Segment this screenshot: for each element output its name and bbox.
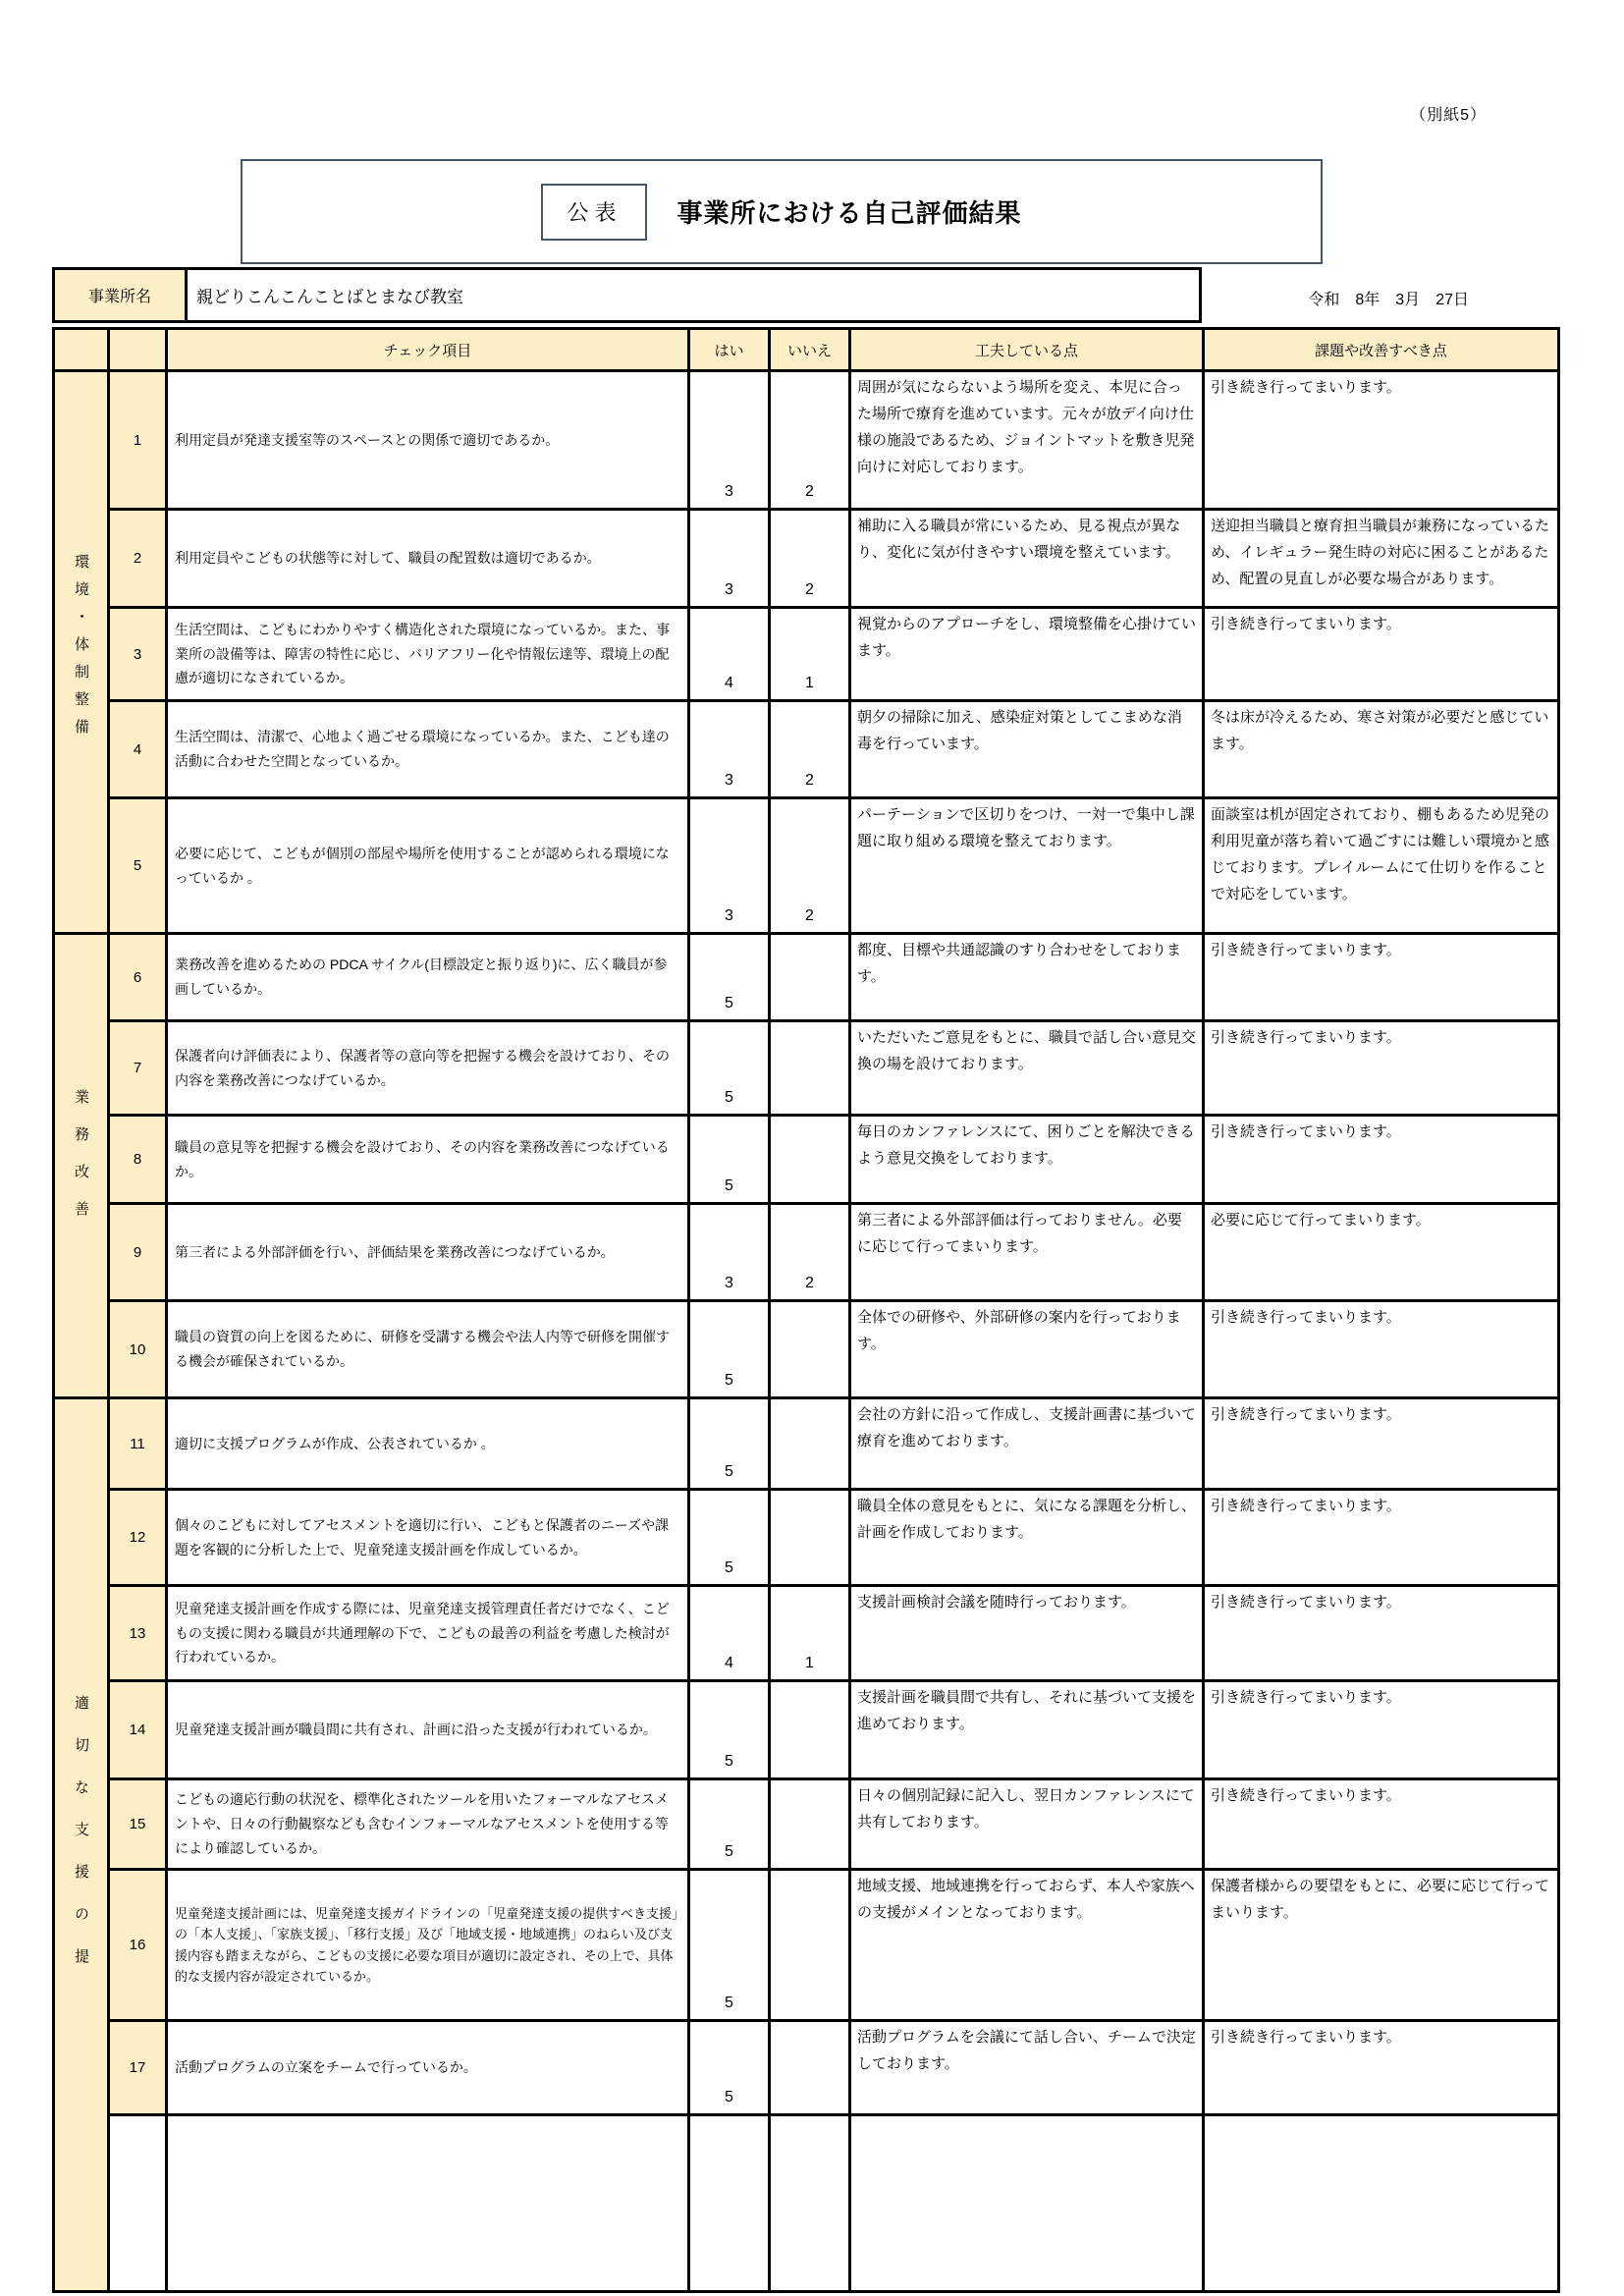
check-item-cell: 児童発達支援計画を作成する際には、児童発達支援管理責任者だけでなく、こどもの支援に関わる職員が共通理解の下で、こどもの最善の利益を考慮した検討が行われているか。 (167, 1586, 689, 1681)
row-number-cell: 4 (109, 701, 167, 798)
devised-cell: 毎日のカンファレンスにて、困りごとを解決できるよう意見交換をしております。 (850, 1116, 1204, 1204)
table-row (54, 701, 1559, 798)
office-name-value: 親どりこんこんことばとまなび教室 (196, 288, 463, 306)
check-item-cell: 利用定員やこどもの状態等に対して、職員の配置数は適切であるか。 (167, 510, 689, 608)
table-row (54, 1779, 1559, 1870)
issues-cell: 引き続き行ってまいります。 (1204, 608, 1559, 701)
no-count-cell: 1 (770, 608, 850, 701)
issues-cell: 引き続き行ってまいります。 (1204, 1490, 1559, 1586)
header-issues: 課題や改善すべき点 (1204, 329, 1559, 371)
no-count-cell (770, 1779, 850, 1870)
yes-count-cell: 4 (689, 608, 770, 701)
yes-count-cell: 3 (689, 701, 770, 798)
table-row (54, 798, 1559, 934)
cutoff-stub-row (54, 2115, 1559, 2292)
row-number-cell: 14 (109, 1681, 167, 1779)
yes-count-cell: 3 (689, 1204, 770, 1301)
issues-cell: 引き続き行ってまいります。 (1204, 371, 1559, 510)
page-title: 事業所における自己評価結果 (677, 198, 1022, 228)
row-number-cell: 17 (109, 2021, 167, 2115)
check-item-cell: 業務改善を進めるための PDCA サイクル(目標設定と振り返り)に、広く職員が参画しているか。 (167, 934, 689, 1021)
yes-count-cell: 5 (689, 1398, 770, 1490)
devised-cell: 第三者による外部評価は行っておりません。必要に応じて行ってまいります。 (850, 1204, 1204, 1301)
row-number-cell: 5 (109, 798, 167, 934)
header-blank-number (109, 329, 167, 371)
check-item-cell: 児童発達支援計画が職員間に共有され、計画に沿った支援が行われているか。 (167, 1681, 689, 1779)
header-blank-category (54, 329, 109, 371)
issues-cell: 引き続き行ってまいります。 (1204, 1301, 1559, 1398)
row-number-cell: 6 (109, 934, 167, 1021)
category-cell (54, 371, 109, 934)
row-number-cell: 3 (109, 608, 167, 701)
table-row (54, 1681, 1559, 1779)
check-item-cell: 生活空間は、こどもにわかりやすく構造化された環境になっているか。また、事業所の設備等は、障害の特性に応じ、バリアフリー化や情報伝達等、環境上の配慮が適切になされているか。 (167, 608, 689, 701)
row-number-cell: 7 (109, 1021, 167, 1116)
devised-cell: 会社の方針に沿って作成し、支援計画書に基づいて療育を進めております。 (850, 1398, 1204, 1490)
devised-cell: 日々の個別記録に記入し、翌日カンファレンスにて共有しております。 (850, 1779, 1204, 1870)
no-count-cell (770, 934, 850, 1021)
stub-yes-cell (689, 2115, 770, 2292)
row-number-cell: 12 (109, 1490, 167, 1586)
check-item-cell: こどもの適応行動の状況を、標準化されたツールを用いたフォーマルなアセスメントや、日々の行動観察なども含むインフォーマルなアセスメントを使用する等により確認しているか。 (167, 1779, 689, 1870)
row-number-cell: 8 (109, 1116, 167, 1204)
table-row (54, 934, 1559, 1021)
yes-count-cell: 3 (689, 798, 770, 934)
row-number-cell: 11 (109, 1398, 167, 1490)
table-row (54, 1301, 1559, 1398)
no-count-cell: 2 (770, 1204, 850, 1301)
yes-count-cell: 5 (689, 1490, 770, 1586)
stub-devised-cell (850, 2115, 1204, 2292)
table-row (54, 1398, 1559, 1490)
no-count-cell (770, 1490, 850, 1586)
table-row (54, 1490, 1559, 1586)
check-item-cell: 児童発達支援計画には、児童発達支援ガイドラインの「児童発達支援の提供すべき支援」の「本人支援」、「家族支援」、「移行支援」及び「地域支援・地域連携」のねらい及び支援内容も踏まえながら、こどもの支援に必要な項目が適切に設定され、その上で、具体的な支援内容が設定されているか。 (167, 1870, 689, 2021)
devised-cell: 支援計画検討会議を随時行っております。 (850, 1586, 1204, 1681)
yes-count-cell: 5 (689, 1870, 770, 2021)
no-count-cell (770, 1398, 850, 1490)
stub-no-cell (770, 2115, 850, 2292)
yes-count-cell: 5 (689, 1681, 770, 1779)
yes-count-cell: 5 (689, 1301, 770, 1398)
table-row (54, 1204, 1559, 1301)
header-yes: はい (689, 329, 770, 371)
check-item-cell: 必要に応じて、こどもが個別の部屋や場所を使用することが認められる環境になっているか 。 (167, 798, 689, 934)
evaluation-table-body (54, 371, 1559, 2292)
table-row (54, 1586, 1559, 1681)
devised-cell: 視覚からのアプローチをし、環境整備を心掛けています。 (850, 608, 1204, 701)
devised-cell: 補助に入る職員が常にいるため、見る視点が異なり、変化に気が付きやすい環境を整えています。 (850, 510, 1204, 608)
table-row (54, 608, 1559, 701)
row-number-cell: 16 (109, 1870, 167, 2021)
row-number-cell: 15 (109, 1779, 167, 1870)
yes-count-cell: 5 (689, 2021, 770, 2115)
devised-cell: 朝夕の掃除に加え、感染症対策としてこまめな消毒を行っています。 (850, 701, 1204, 798)
header-devised: 工夫している点 (850, 329, 1204, 371)
publication-badge: 公表 (541, 184, 647, 241)
title-box (241, 159, 1323, 264)
no-count-cell (770, 1681, 850, 1779)
check-item-cell: 生活空間は、清潔で、心地よく過ごせる環境になっているか。また、こども達の活動に合わせた空間となっているか。 (167, 701, 689, 798)
devised-cell: 周囲が気にならないよう場所を変え、本児に合った場所で療育を進めています。元々が放デイ向け仕様の施設であるため、ジョイントマットを敷き児発向けに対応しております。 (850, 371, 1204, 510)
issues-cell: 送迎担当職員と療育担当職員が兼務になっているため、イレギュラー発生時の対応に困ることがあるため、配置の見直しが必要な場合があります。 (1204, 510, 1559, 608)
issues-cell: 引き続き行ってまいります。 (1204, 1116, 1559, 1204)
yes-count-cell: 3 (689, 510, 770, 608)
devised-cell: 活動プログラムを会議にて話し合い、チームで決定しております。 (850, 2021, 1204, 2115)
devised-cell: 支援計画を職員間で共有し、それに基づいて支援を進めております。 (850, 1681, 1204, 1779)
issues-cell: 冬は床が冷えるため、寒さ対策が必要だと感じています。 (1204, 701, 1559, 798)
check-item-cell: 活動プログラムの立案をチームで行っているか。 (167, 2021, 689, 2115)
category-cell (54, 1398, 109, 2292)
issues-cell: 面談室は机が固定されており、棚もあるため児発の利用児童が落ち着いて過ごすには難しい環境かと感じております。プレイルームにて仕切りを作ることで対応をしています。 (1204, 798, 1559, 934)
issues-cell: 引き続き行ってまいります。 (1204, 1021, 1559, 1116)
check-item-cell: 保護者向け評価表により、保護者等の意向等を把握する機会を設けており、その内容を業務改善につなげているか。 (167, 1021, 689, 1116)
table-row (54, 371, 1559, 510)
office-name-bar (52, 267, 1202, 323)
header-check-item: チェック項目 (167, 329, 689, 371)
table-row (54, 510, 1559, 608)
header-no: いいえ (770, 329, 850, 371)
office-name-label: 事業所名 (55, 270, 188, 320)
issues-cell: 引き続き行ってまいります。 (1204, 1586, 1559, 1681)
yes-count-cell: 4 (689, 1586, 770, 1681)
no-count-cell: 2 (770, 510, 850, 608)
devised-cell: 都度、目標や共通認識のすり合わせをしております。 (850, 934, 1204, 1021)
stub-number-cell (109, 2115, 167, 2292)
yes-count-cell: 5 (689, 1021, 770, 1116)
devised-cell: 全体での研修や、外部研修の案内を行っております。 (850, 1301, 1204, 1398)
check-item-cell: 職員の資質の向上を図るために、研修を受講する機会や法人内等で研修を開催する機会が確保されているか。 (167, 1301, 689, 1398)
row-number-cell: 13 (109, 1586, 167, 1681)
devised-cell: いただいたご意見をもとに、職員で話し合い意見交換の場を設けております。 (850, 1021, 1204, 1116)
no-count-cell (770, 1301, 850, 1398)
check-item-cell: 適切に支援プログラムが作成、公表されているか 。 (167, 1398, 689, 1490)
devised-cell: 地域支援、地域連携を行っておらず、本人や家族への支援がメインとなっております。 (850, 1870, 1204, 2021)
yes-count-cell: 5 (689, 1779, 770, 1870)
no-count-cell: 2 (770, 371, 850, 510)
row-number-cell: 1 (109, 371, 167, 510)
check-item-cell: 利用定員が発達支援室等のスペースとの関係で適切であるか。 (167, 371, 689, 510)
issues-cell: 引き続き行ってまいります。 (1204, 1681, 1559, 1779)
category-label: 業務改善 (73, 1088, 89, 1238)
issues-cell: 保護者様からの要望をもとに、必要に応じて行ってまいります。 (1204, 1870, 1559, 2021)
table-row (54, 1021, 1559, 1116)
row-number-cell: 9 (109, 1204, 167, 1301)
row-number-cell: 10 (109, 1301, 167, 1398)
table-row (54, 1870, 1559, 2021)
check-item-cell: 第三者による外部評価を行い、評価結果を業務改善につなげているか。 (167, 1204, 689, 1301)
table-row (54, 2021, 1559, 2115)
stub-issues-cell (1204, 2115, 1559, 2292)
no-count-cell (770, 1870, 850, 2021)
no-count-cell (770, 2021, 850, 2115)
devised-cell: パーテーションで区切りをつけ、一対一で集中し課題に取り組める環境を整えております。 (850, 798, 1204, 934)
table-header-row (54, 329, 1559, 371)
category-label: 適切な支援の提 (73, 1694, 89, 1991)
no-count-cell: 2 (770, 798, 850, 934)
attachment-note: （別紙5） (1410, 107, 1487, 124)
category-cell (54, 934, 109, 1398)
issues-cell: 引き続き行ってまいります。 (1204, 1779, 1559, 1870)
devised-cell: 職員全体の意見をもとに、気になる課題を分析し、計画を作成しております。 (850, 1490, 1204, 1586)
report-date: 令和 8年 3月 27日 (1308, 292, 1469, 308)
check-item-cell: 個々のこどもに対してアセスメントを適切に行い、こどもと保護者のニーズや課題を客観的に分析した上で、児童発達支援計画を作成しているか。 (167, 1490, 689, 1586)
issues-cell: 引き続き行ってまいります。 (1204, 2021, 1559, 2115)
issues-cell: 引き続き行ってまいります。 (1204, 1398, 1559, 1490)
yes-count-cell: 3 (689, 371, 770, 510)
yes-count-cell: 5 (689, 1116, 770, 1204)
stub-check-item-cell (167, 2115, 689, 2292)
issues-cell: 必要に応じて行ってまいります。 (1204, 1204, 1559, 1301)
no-count-cell: 2 (770, 701, 850, 798)
table-row (54, 1116, 1559, 1204)
row-number-cell: 2 (109, 510, 167, 608)
no-count-cell: 1 (770, 1586, 850, 1681)
check-item-cell: 職員の意見等を把握する機会を設けており、その内容を業務改善につなげているか。 (167, 1116, 689, 1204)
evaluation-table (52, 327, 1560, 2293)
no-count-cell (770, 1021, 850, 1116)
category-label: 環境・体制整備 (73, 553, 89, 746)
issues-cell: 引き続き行ってまいります。 (1204, 934, 1559, 1021)
yes-count-cell: 5 (689, 934, 770, 1021)
no-count-cell (770, 1116, 850, 1204)
